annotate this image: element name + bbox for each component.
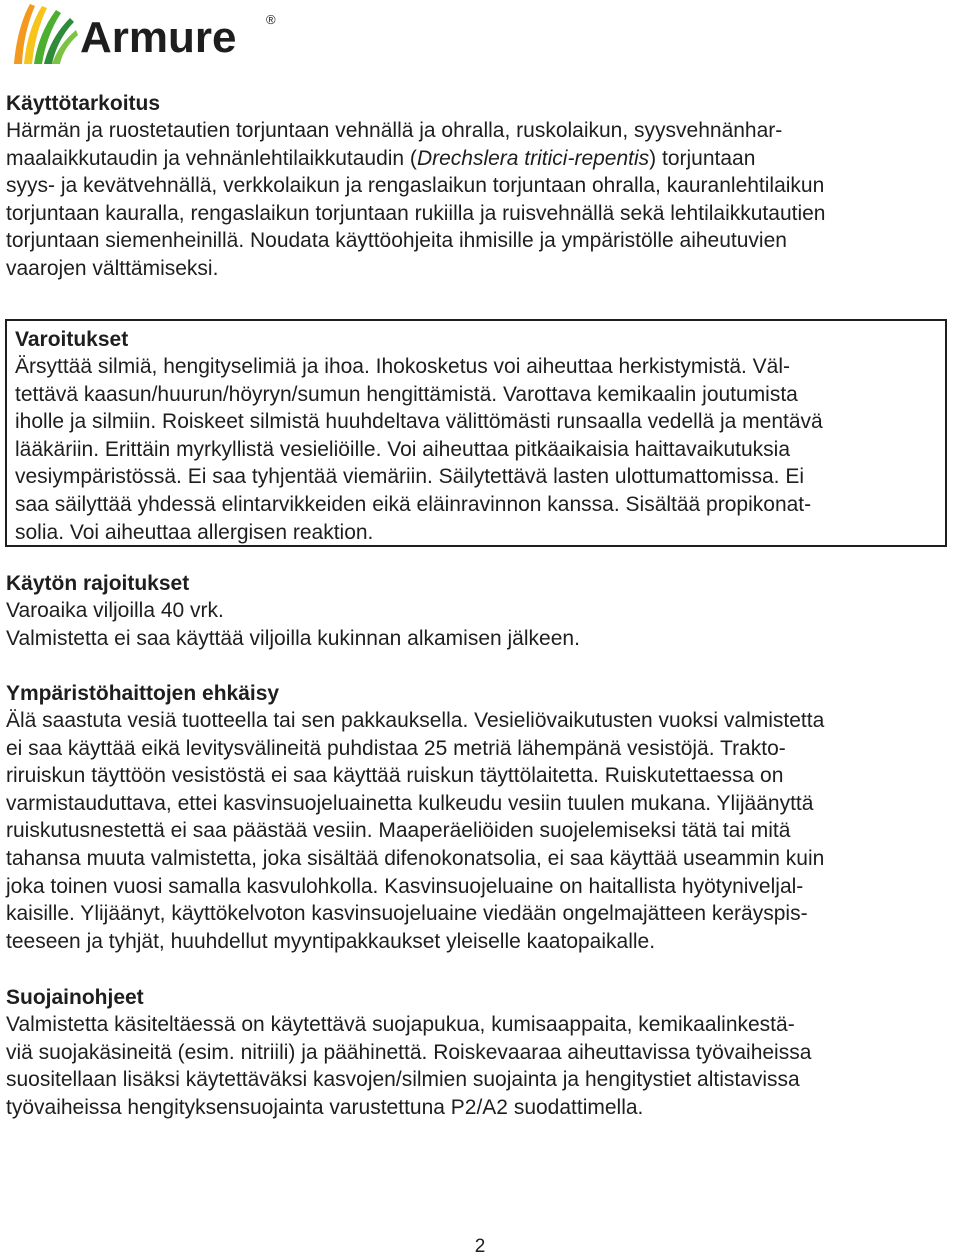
body-line: lääkäriin. Erittäin myrkyllistä vesieliöille. Voi aiheuttaa pitkäaikaisia haittavaikutuksia xyxy=(15,437,791,461)
body-line: iholle ja silmiin. Roiskeet silmistä huuhdeltava välittömästi runsaalla vedellä ja mentävä xyxy=(15,410,823,434)
wheat-stripes-icon xyxy=(14,4,78,64)
body-line: vesiympäristössä. Ei saa tyhjentää viemäriin. Säilytettävä lasten ulottumattomissa. Ei xyxy=(15,465,805,489)
warnings-box xyxy=(5,319,947,547)
body-line: vaarojen välttämiseksi. xyxy=(6,256,219,280)
body-line: Valmistetta käsiteltäessä on käytettävä suojapukua, kumisaappaita, kemikaalinkestä- xyxy=(6,1013,795,1036)
body-line: teeseen ja tyhjät, huuhdellut myyntipakkaukset yleiselle kaatopaikalle. xyxy=(6,929,656,953)
section-heading: Käytön rajoitukset xyxy=(6,572,190,595)
body-line: riruiskun täyttöön vesistöstä ei saa käyttää ruiskun täyttölaitetta. Ruiskutettaessa on xyxy=(6,764,784,788)
body-line: joka toinen vuosi samalla kasvulohkolla. Kasvinsuojeluaine on haitallista hyötyniveljal- xyxy=(6,874,804,898)
trademark-symbol: ® xyxy=(266,12,276,27)
section-body xyxy=(15,353,945,546)
section-suojainohjeet xyxy=(6,984,950,1121)
body-line: syys- ja kevätvehnällä, verkkolaikun ja rengaslaikun torjuntaan ohralla, kauranlehtilaikun xyxy=(6,174,825,198)
page-number: 2 xyxy=(474,1236,486,1257)
section-heading: Varoitukset xyxy=(15,328,129,351)
section-body xyxy=(6,597,950,652)
body-line: torjuntaan siemenheinillä. Noudata käyttöohjeita ihmisille ja ympäristölle aiheutuvien xyxy=(6,229,787,253)
section-heading: Käyttötarkoitus xyxy=(6,92,161,115)
body-line: työvaiheissa hengityksensuojainta varustettuna P2/A2 suodattimella. xyxy=(6,1095,644,1119)
body-line: torjuntaan kauralla, rengaslaikun torjuntaan rukiilla ja ruisvehnällä sekä lehtilaikkutautien xyxy=(6,201,826,225)
body-line: ei saa käyttää eikä levitysvälineitä puhdistaa 25 metriä lähempänä vesistöjä. Trakto- xyxy=(6,736,786,760)
body-line: varmistauduttava, ettei kasvinsuojeluainetta kulkeudu vesiin tuulen mukana. Ylijäänyttä xyxy=(6,791,814,815)
body-line: tettävä kaasun/huurun/höyryn/sumun hengittämistä. Varottava kemikaalin joutumista xyxy=(15,382,798,406)
body-line: Ärsyttää silmiä, hengityselimiä ja ihoa. Ihokosketus voi aiheuttaa herkistymistä. Väl- xyxy=(15,355,791,378)
section-kayttotarkoitus xyxy=(6,90,950,283)
body-line: viä suojakäsineitä (esim. nitriili) ja päähinettä. Roiskevaaraa aiheuttavissa työvaiheissa xyxy=(6,1040,812,1064)
body-line: suositellaan lisäksi käytettäväksi kasvojen/silmien suojainta ja hengitystiet altistavissa xyxy=(6,1068,800,1092)
body-line: ruiskutusnestettä ei saa päästää vesiin. Maaperäeliöiden suojelemiseksi tätä tai mitä xyxy=(6,819,791,843)
section-heading: Suojainohjeet xyxy=(6,986,144,1009)
line-part: ) torjuntaan xyxy=(649,146,756,170)
section-body xyxy=(6,707,950,955)
body-line: saa säilyttää yhdessä elintarvikkeiden eikä eläinravinnon kanssa. Sisältää propikonat- xyxy=(15,492,812,516)
line-part: maalaikkutaudin ja vehnänlehtilaikkutaudin ( xyxy=(6,146,417,170)
body-line: Älä saastuta vesiä tuotteella tai sen pakkauksella. Vesieliövaikutusten vuoksi valmistetta xyxy=(6,709,825,732)
body-line: Varoaika viljoilla 40 vrk. xyxy=(6,599,224,622)
brand-name: Armure xyxy=(80,13,237,62)
section-kayton-rajoitukset xyxy=(6,570,950,652)
body-line-with-italic xyxy=(6,145,950,173)
body-line: tahansa muuta valmistetta, joka sisältää difenokonatsolia, ei saa käyttää useammin kuin xyxy=(6,846,825,870)
section-varoitukset xyxy=(15,326,945,546)
section-heading: Ympäristöhaittojen ehkäisy xyxy=(6,682,280,705)
body-line: Härmän ja ruostetautien torjuntaan vehnällä ja ohralla, ruskolaikun, syysvehnänhar- xyxy=(6,119,783,142)
italic-term: Drechslera tritici-repentis xyxy=(416,146,650,170)
body-line: solia. Voi aiheuttaa allergisen reaktion. xyxy=(15,520,374,544)
body-line: kaisille. Ylijäänyt, käyttökelvoton kasvinsuojeluaine viedään ongelmajätteen keräyspis- xyxy=(6,902,808,926)
body-line: Valmistetta ei saa käyttää viljoilla kukinnan alkamisen jälkeen. xyxy=(6,626,580,650)
armure-logo xyxy=(8,0,288,72)
section-body xyxy=(6,1011,950,1121)
section-body xyxy=(6,117,950,283)
section-ymparistohaitat xyxy=(6,680,950,955)
